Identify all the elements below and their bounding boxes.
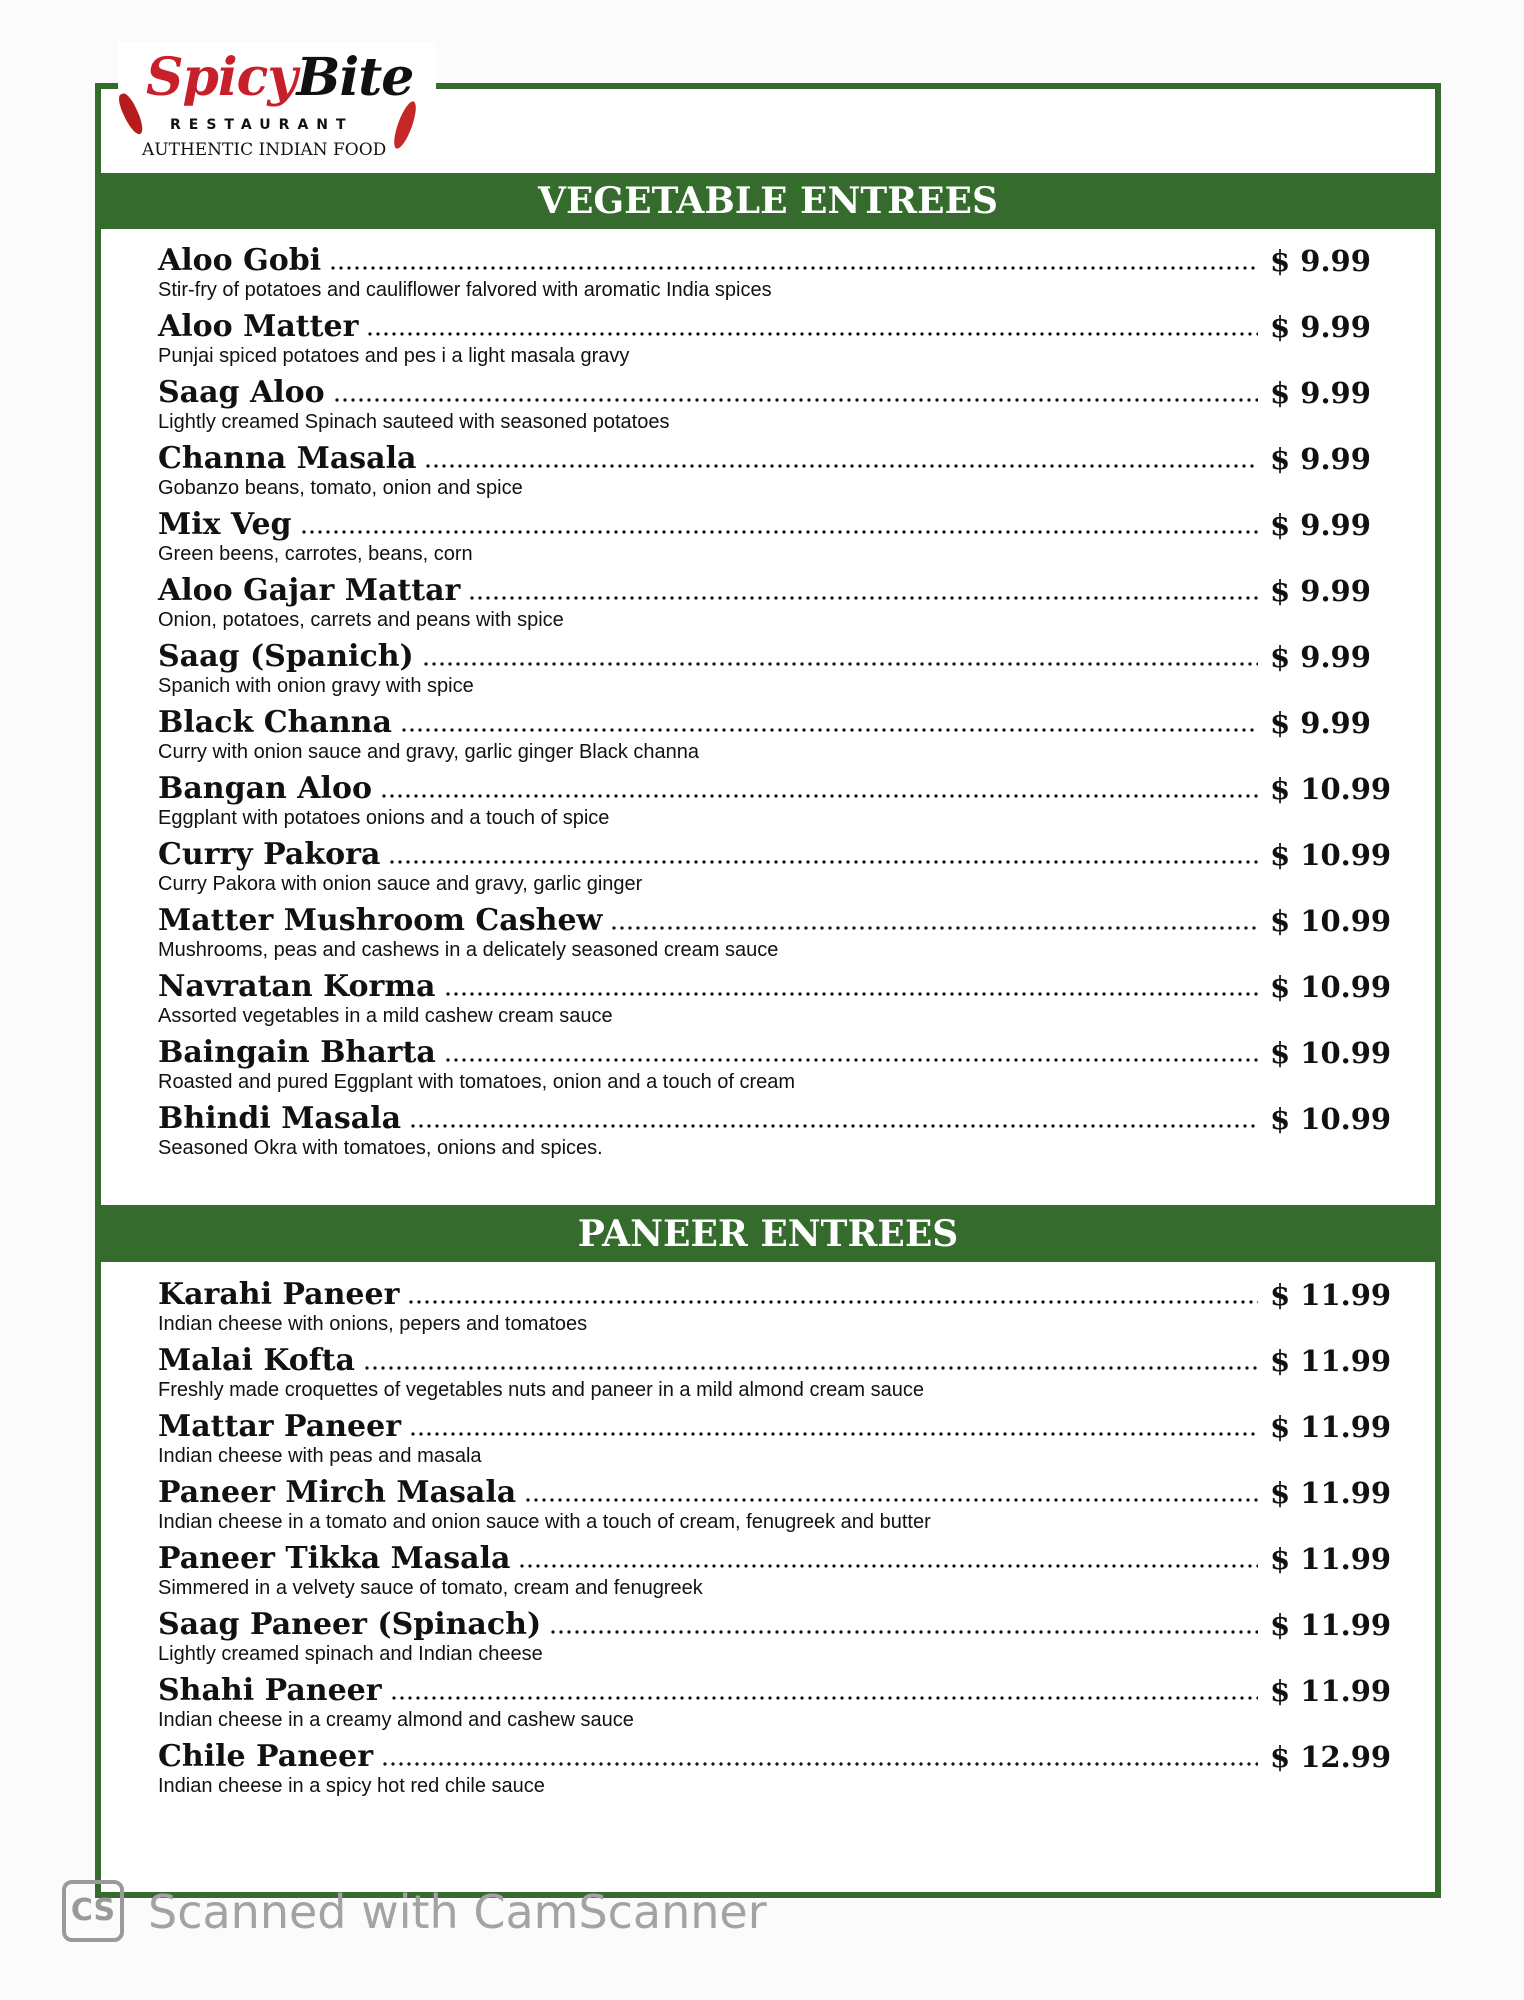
brand-name-part2: Bite — [296, 47, 414, 108]
camscanner-icon: CS — [62, 1880, 124, 1942]
menu-item-name: Aloo Gobi — [158, 243, 322, 278]
menu-item — [158, 1035, 1392, 1099]
menu-item-price: $ 10.99 — [1270, 904, 1392, 938]
dot-leader — [380, 793, 1258, 799]
menu-item-name: Chile Paneer — [158, 1739, 373, 1774]
menu-item-name: Navratan Korma — [158, 969, 436, 1004]
dot-leader — [444, 1057, 1258, 1063]
menu-item-price: $ 10.99 — [1270, 772, 1392, 806]
menu-item-price: $ 9.99 — [1270, 442, 1371, 476]
dot-leader — [400, 727, 1258, 733]
menu-item-name: Baingain Bharta — [158, 1035, 436, 1070]
menu-item — [158, 903, 1392, 967]
menu-item — [158, 1277, 1392, 1341]
brand-subtitle: RESTAURANT — [170, 117, 354, 133]
dot-leader — [549, 1629, 1258, 1635]
dot-leader — [366, 331, 1258, 337]
menu-item-price: $ 9.99 — [1270, 574, 1371, 608]
section-title: VEGETABLE ENTREES — [538, 180, 998, 222]
menu-item-name: Black Channa — [158, 705, 392, 740]
dot-leader — [409, 1123, 1258, 1129]
menu-item-name: Paneer Tikka Masala — [158, 1541, 511, 1576]
menu-item-price: $ 11.99 — [1270, 1542, 1392, 1576]
menu-item-description: Assorted vegetables in a mild cashew cream sauce — [158, 1005, 613, 1027]
menu-item-price: $ 11.99 — [1270, 1608, 1392, 1642]
menu-item — [158, 309, 1388, 373]
menu-item-description: Indian cheese in a tomato and onion sauce with a touch of cream, fenugreek and butter — [158, 1511, 931, 1533]
dot-leader — [424, 463, 1258, 469]
menu-item-name: Curry Pakora — [158, 837, 381, 872]
dot-leader — [444, 991, 1259, 997]
dot-leader — [610, 925, 1258, 931]
menu-item-price: $ 11.99 — [1270, 1344, 1392, 1378]
menu-item-description: Lightly creamed Spinach sauteed with seasoned potatoes — [158, 411, 670, 433]
menu-item-price: $ 11.99 — [1270, 1278, 1392, 1312]
menu-item — [158, 771, 1392, 835]
menu-item-description: Seasoned Okra with tomatoes, onions and spices. — [158, 1137, 603, 1159]
menu-item-name: Mattar Paneer — [158, 1409, 402, 1444]
menu-item-price: $ 9.99 — [1270, 244, 1371, 278]
dot-leader — [518, 1563, 1258, 1569]
brand-tagline: AUTHENTIC INDIAN FOOD — [142, 140, 387, 160]
brand-name — [146, 42, 426, 114]
menu-item-description: Roasted and pured Eggplant with tomatoes, onion and a touch of cream — [158, 1071, 796, 1093]
menu-item-name: Saag Aloo — [158, 375, 325, 410]
menu-item-price: $ 9.99 — [1270, 508, 1371, 542]
dot-leader — [422, 661, 1258, 667]
dot-leader — [333, 397, 1258, 403]
scanner-watermark — [62, 1876, 822, 1956]
menu-item-description: Indian cheese with onions, pepers and tomatoes — [158, 1313, 588, 1335]
menu-item — [158, 1101, 1392, 1165]
dot-leader — [300, 529, 1258, 535]
section-header-vegetable — [95, 173, 1441, 229]
menu-item — [158, 1409, 1392, 1473]
menu-item-description: Simmered in a velvety sauce of tomato, cream and fenugreek — [158, 1577, 703, 1599]
dot-leader — [363, 1365, 1258, 1371]
dot-leader — [409, 1431, 1258, 1437]
menu-item-description: Lightly creamed spinach and Indian cheese — [158, 1643, 543, 1665]
menu-item-name: Bhindi Masala — [158, 1101, 402, 1136]
menu-item-price: $ 10.99 — [1270, 838, 1392, 872]
section-header-paneer — [95, 1206, 1441, 1262]
menu-item-price: $ 11.99 — [1270, 1410, 1392, 1444]
menu-item-name: Shahi Paneer — [158, 1673, 382, 1708]
menu-item-price: $ 10.99 — [1270, 1102, 1392, 1136]
menu-item-description: Indian cheese in a spicy hot red chile sauce — [158, 1775, 545, 1797]
watermark-text: Scanned with CamScanner — [148, 1885, 767, 1939]
menu-item — [158, 1343, 1392, 1407]
menu-item-price: $ 10.99 — [1270, 970, 1392, 1004]
menu-item — [158, 573, 1388, 637]
menu-item — [158, 1541, 1392, 1605]
menu-item-description: Green beens, carrotes, beans, corn — [158, 543, 473, 565]
menu-item-name: Aloo Matter — [158, 309, 359, 344]
dot-leader — [468, 595, 1258, 601]
dot-leader — [407, 1299, 1258, 1305]
menu-item — [158, 507, 1388, 571]
menu-item-description: Gobanzo beans, tomato, onion and spice — [158, 477, 523, 499]
menu-item-description: Mushrooms, peas and cashews in a delicately seasoned cream sauce — [158, 939, 779, 961]
dot-leader — [524, 1497, 1258, 1503]
menu-item — [158, 1673, 1392, 1737]
menu-item — [158, 639, 1388, 703]
menu-item-description: Onion, potatoes, carrets and peans with spice — [158, 609, 564, 631]
dot-leader — [388, 859, 1258, 865]
menu-item-description: Freshly made croquettes of vegetables nuts and paneer in a mild almond cream sauce — [158, 1379, 924, 1401]
menu-item-description: Curry Pakora with onion sauce and gravy, garlic ginger — [158, 873, 643, 895]
menu-item-name: Malai Kofta — [158, 1343, 355, 1378]
menu-item-name: Saag (Spanich) — [158, 639, 414, 674]
menu-item-price: $ 11.99 — [1270, 1674, 1392, 1708]
menu-item — [158, 375, 1388, 439]
menu-item-price: $ 10.99 — [1270, 1036, 1392, 1070]
menu-item-description: Punjai spiced potatoes and pes i a light masala gravy — [158, 345, 630, 367]
menu-item-price: $ 9.99 — [1270, 706, 1371, 740]
menu-item — [158, 837, 1392, 901]
menu-item — [158, 1607, 1392, 1671]
menu-item-description: Indian cheese with peas and masala — [158, 1445, 482, 1467]
restaurant-logo — [118, 42, 436, 166]
menu-item — [158, 969, 1392, 1033]
menu-item-price: $ 9.99 — [1270, 640, 1371, 674]
menu-item-price: $ 11.99 — [1270, 1476, 1392, 1510]
menu-item-name: Aloo Gajar Mattar — [158, 573, 461, 608]
menu-item-price: $ 9.99 — [1270, 376, 1371, 410]
section-title: PANEER ENTREES — [577, 1213, 959, 1255]
menu-item-description: Eggplant with potatoes onions and a touch of spice — [158, 807, 610, 829]
menu-item-description: Indian cheese in a creamy almond and cashew sauce — [158, 1709, 634, 1731]
dot-leader — [381, 1761, 1258, 1767]
menu-item — [158, 441, 1388, 505]
menu-item-name: Channa Masala — [158, 441, 417, 476]
menu-item — [158, 705, 1388, 769]
menu-item-name: Bangan Aloo — [158, 771, 372, 806]
menu-item — [158, 1739, 1392, 1803]
menu-item-price: $ 12.99 — [1270, 1740, 1392, 1774]
menu-item-description: Curry with onion sauce and gravy, garlic ginger Black channa — [158, 741, 700, 763]
menu-item — [158, 243, 1388, 307]
menu-item-name: Paneer Mirch Masala — [158, 1475, 517, 1510]
menu-item — [158, 1475, 1392, 1539]
menu-item-name: Saag Paneer (Spinach) — [158, 1607, 542, 1642]
brand-name-part1: Spicy — [146, 47, 297, 108]
chili-pepper-icon — [115, 91, 146, 137]
menu-item-description: Stir-fry of potatoes and cauliflower falvored with aromatic India spices — [158, 279, 772, 301]
menu-item-name: Mix Veg — [158, 507, 292, 542]
menu-item-description: Spanich with onion gravy with spice — [158, 675, 474, 697]
menu-item-name: Karahi Paneer — [158, 1277, 400, 1312]
dot-leader — [390, 1695, 1258, 1701]
menu-item-name: Matter Mushroom Cashew — [158, 903, 603, 938]
dot-leader — [329, 265, 1258, 271]
menu-item-price: $ 9.99 — [1270, 310, 1371, 344]
